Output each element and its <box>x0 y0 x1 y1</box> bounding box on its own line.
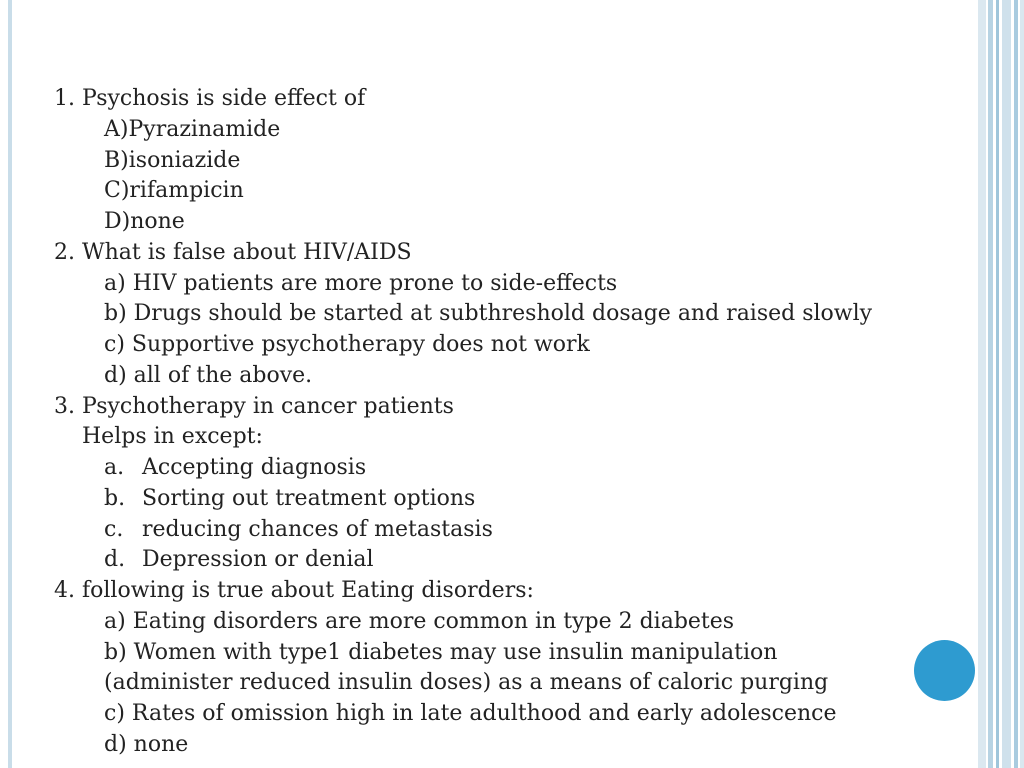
option: b) Women with type1 diabetes may use insulin manipulation <box>104 639 778 665</box>
option: c) Rates of omission high in late adulthood and early adolescence <box>104 701 837 726</box>
option-text: Depression or denial <box>142 547 374 573</box>
option <box>54 484 954 515</box>
decor-bar <box>1002 0 1011 768</box>
question-3 <box>54 392 954 423</box>
option <box>54 515 954 546</box>
option <box>54 545 954 576</box>
option: B)isoniazide <box>104 147 241 173</box>
option-marker: c. <box>104 516 124 542</box>
quiz-content <box>54 84 954 761</box>
question-number: 1. <box>54 86 75 111</box>
option: a) HIV patients are more prone to side-effects <box>104 270 618 296</box>
question-4 <box>54 576 954 607</box>
option-marker: a. <box>104 455 125 480</box>
question-2 <box>54 238 954 269</box>
decor-bar <box>978 0 986 768</box>
question-text: Psychosis is side effect of <box>82 86 366 111</box>
option: A)Pyrazinamide <box>104 116 281 142</box>
decor-bar <box>1014 0 1018 768</box>
question-text: Psychotherapy in cancer patients <box>82 393 454 419</box>
option-continued: (administer reduced insulin doses) as a means of caloric purging <box>104 670 829 696</box>
question-1 <box>54 84 954 115</box>
option-text: Sorting out treatment options <box>142 485 476 511</box>
decor-bar <box>988 0 993 768</box>
option-text: Accepting diagnosis <box>142 455 367 480</box>
option-marker: b. <box>104 485 126 511</box>
option: d) none <box>104 731 189 757</box>
option: d) all of the above. <box>104 362 313 388</box>
left-border-rule <box>8 0 12 768</box>
option <box>54 453 954 484</box>
option: D)none <box>104 209 185 234</box>
decor-bar <box>996 0 999 768</box>
option: c) Supportive psychotherapy does not work <box>104 332 590 357</box>
option-text: reducing chances of metastasis <box>142 516 493 542</box>
right-decorative-bars <box>978 0 1024 768</box>
question-text: What is false about HIV/AIDS <box>82 239 412 265</box>
question-number: 2. <box>54 239 75 265</box>
question-number: 3. <box>54 393 75 419</box>
question-text: following is true about Eating disorders: <box>82 578 534 603</box>
option: a) Eating disorders are more common in type 2 diabetes <box>104 608 735 634</box>
question-text-continued: Helps in except: <box>82 424 263 450</box>
option: C)rifampicin <box>104 178 244 204</box>
question-number: 4. <box>54 578 75 603</box>
option: b) Drugs should be started at subthreshold dosage and raised slowly <box>104 301 873 327</box>
option-marker: d. <box>104 547 126 573</box>
decor-bar <box>1020 0 1024 768</box>
